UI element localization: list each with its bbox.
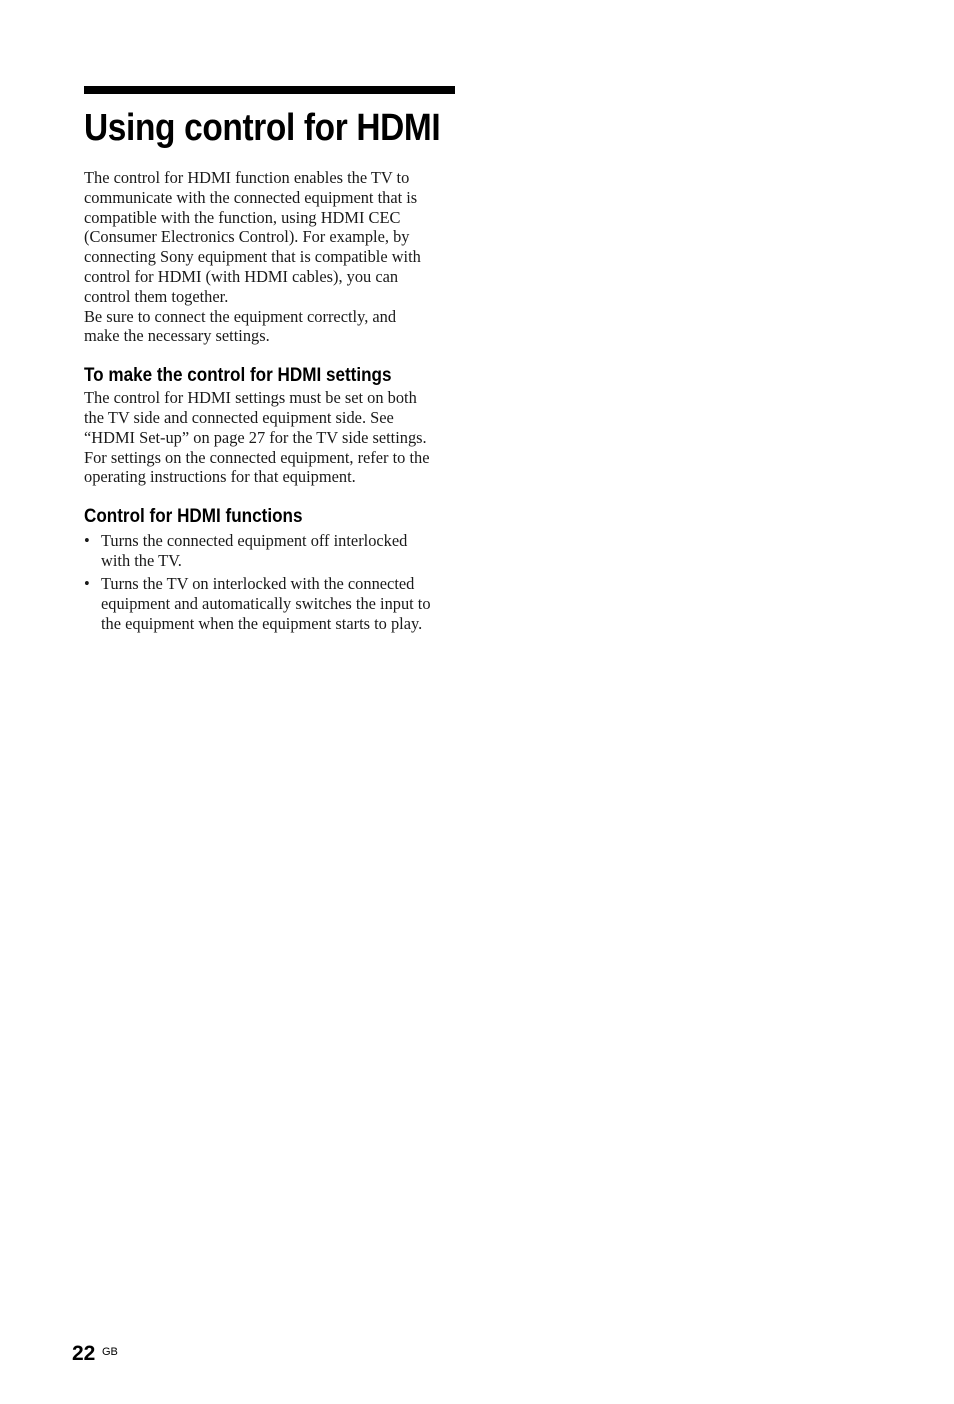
settings-line: the TV side and connected equipment side. See bbox=[84, 407, 394, 427]
intro-line: (Consumer Electronics Control). For example, by bbox=[84, 227, 410, 247]
intro-line: control them together. bbox=[84, 286, 229, 306]
page-number: 22 bbox=[72, 1342, 96, 1365]
section-heading-settings: To make the control for HDMI settings bbox=[84, 365, 392, 387]
intro-line: connecting Sony equipment that is compatible with bbox=[84, 247, 421, 267]
functions-list bbox=[84, 531, 455, 633]
content-column bbox=[84, 86, 455, 637]
section-heading-functions: Control for HDMI functions bbox=[84, 506, 303, 528]
list-item-line: equipment and automatically switches the input to bbox=[101, 594, 431, 614]
intro-line: Be sure to connect the equipment correctly, and bbox=[84, 306, 397, 326]
page-title: Using control for HDMI bbox=[84, 107, 441, 149]
page-region-code: GB bbox=[102, 1346, 118, 1358]
settings-line: operating instructions for that equipment. bbox=[84, 467, 356, 487]
settings-line: The control for HDMI settings must be set on both bbox=[84, 388, 417, 408]
intro-line: control for HDMI (with HDMI cables), you can bbox=[84, 266, 399, 286]
intro-line: compatible with the function, using HDMI CEC bbox=[84, 207, 401, 227]
intro-paragraph bbox=[84, 168, 455, 346]
list-item bbox=[84, 574, 455, 633]
settings-line: “HDMI Set-up” on page 27 for the TV side settings. bbox=[84, 427, 427, 447]
title-rule bbox=[84, 86, 455, 94]
list-item bbox=[84, 531, 455, 571]
intro-line: make the necessary settings. bbox=[84, 326, 270, 346]
list-item-line: the equipment when the equipment starts to play. bbox=[101, 613, 423, 633]
list-item-line: Turns the connected equipment off interlocked bbox=[101, 531, 408, 551]
bullet-icon: • bbox=[84, 574, 90, 594]
list-item-line: with the TV. bbox=[101, 550, 182, 570]
bullet-icon: • bbox=[84, 531, 90, 551]
settings-line: For settings on the connected equipment, refer to the bbox=[84, 447, 430, 467]
settings-paragraph bbox=[84, 388, 455, 487]
intro-line: The control for HDMI function enables the TV to bbox=[84, 168, 410, 187]
list-item-line: Turns the TV on interlocked with the connected bbox=[101, 574, 415, 594]
intro-line: communicate with the connected equipment that is bbox=[84, 187, 418, 207]
